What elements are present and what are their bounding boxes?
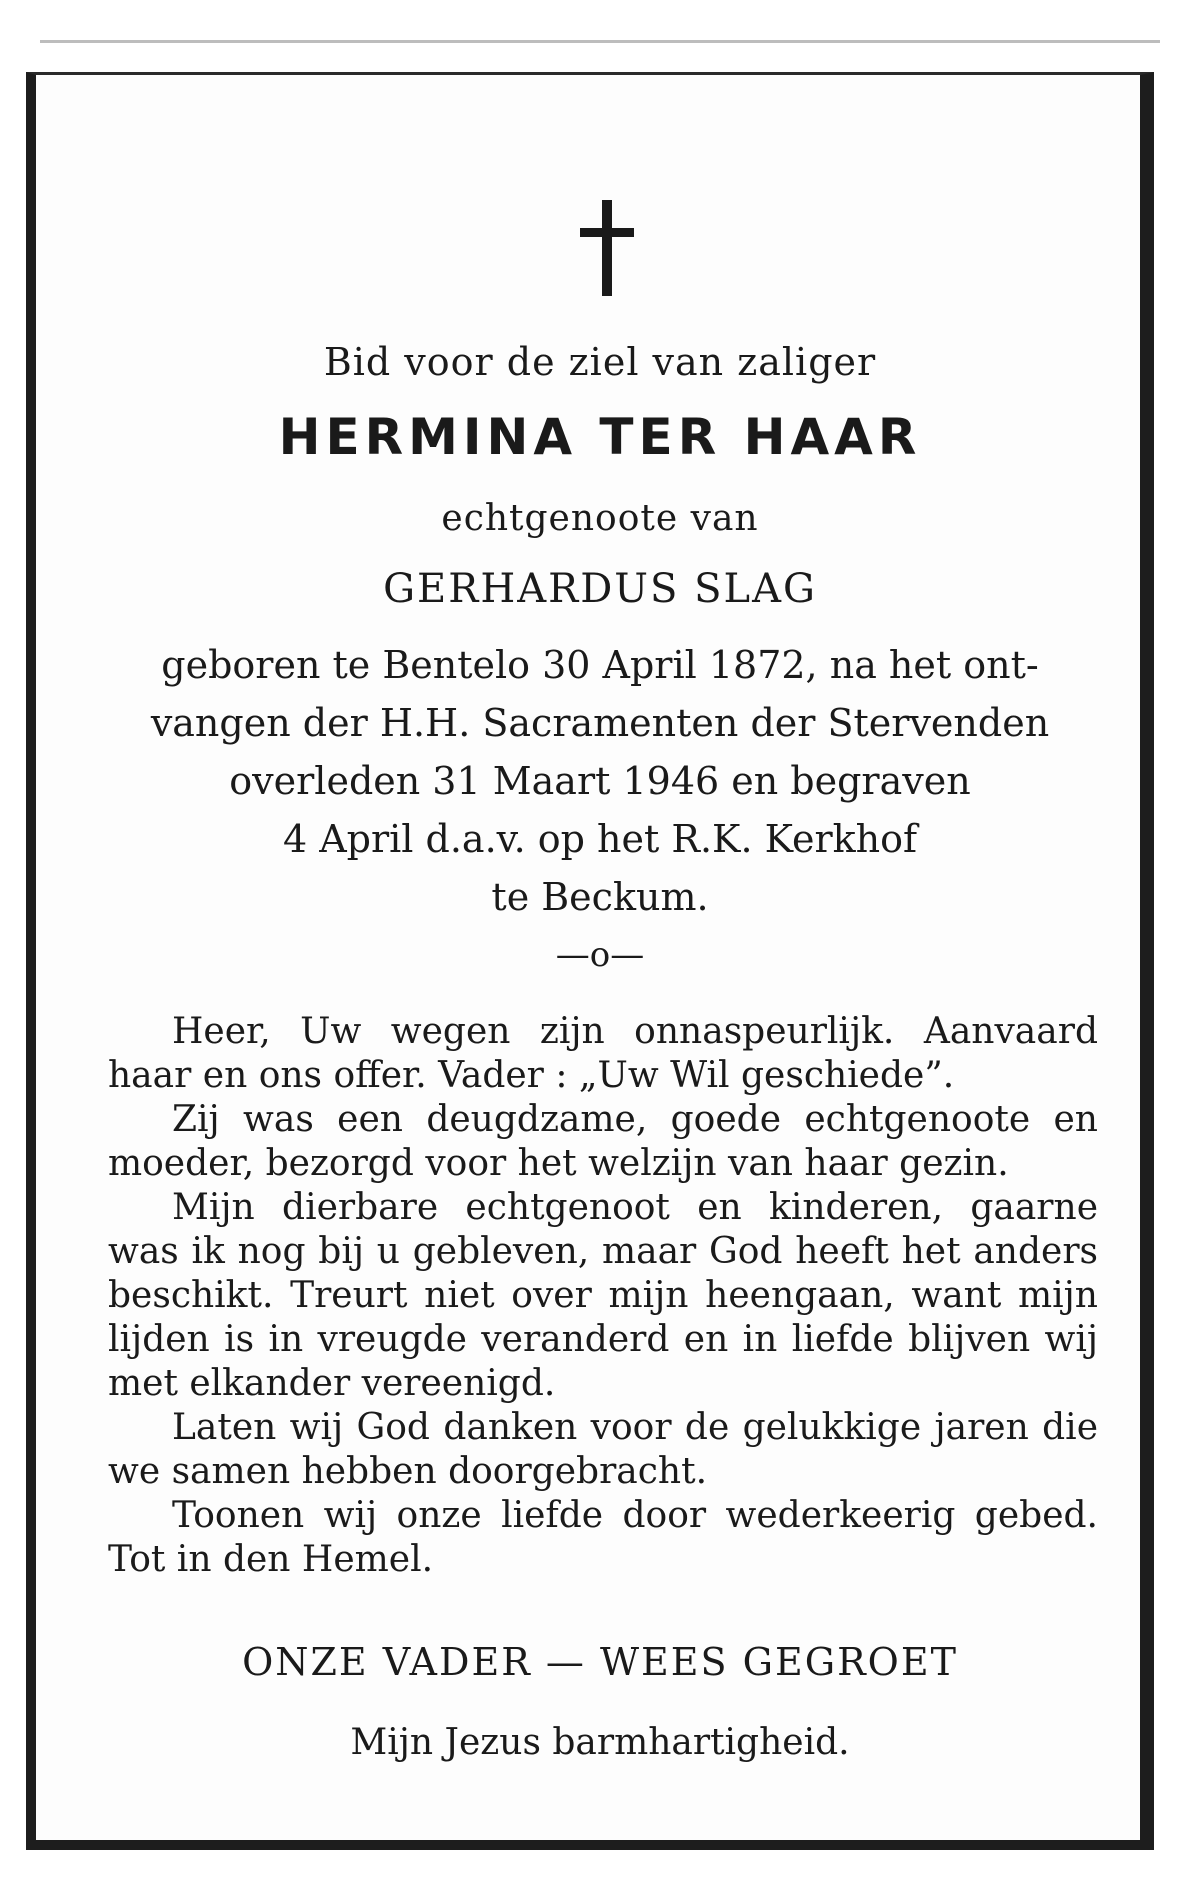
- paragraph: Heer, Uw wegen zijn onnaspeurlijk. Aanvaard haar en ons offer. Vader : „Uw Wil geschiede”.: [108, 1011, 1098, 1096]
- paragraph: Laten wij God danken voor de gelukkige jaren die we samen hebben doorgebracht.: [108, 1407, 1098, 1492]
- biography: [100, 636, 1100, 926]
- scan-edge: [40, 40, 1160, 43]
- deceased-name: HERMINA TER HAAR: [278, 408, 922, 466]
- memorial-text: [108, 1010, 1098, 1582]
- spouse-name: GERHARDUS SLAG: [383, 566, 817, 612]
- closing-prayer: ONZE VADER — WEES GEGROET: [242, 1640, 958, 1684]
- final-invocation: Mijn Jezus barmhartigheid.: [350, 1722, 850, 1763]
- prayer-intro: Bid voor de ziel van zaliger: [323, 340, 877, 384]
- paragraph: Mijn dierbare echtgenoot en kinderen, gaarne was ik nog bij u gebleven, maar God heeft het anders beschikt. Treurt niet over mijn heengaan, want mijn lijden is in vreugde veranderd en in liefde blijven wij met elkander vereenigd.: [108, 1187, 1098, 1404]
- bio-line: overleden 31 Maart 1946 en begraven: [229, 759, 971, 803]
- bio-line: vangen der H.H. Sacramenten der Stervenden: [150, 701, 1050, 745]
- bio-line: geboren te Bentelo 30 April 1872, na het ont-: [161, 643, 1039, 687]
- divider: —o—: [555, 935, 645, 975]
- spouse-label: echtgenoote van: [441, 498, 759, 539]
- bio-line: 4 April d.a.v. op het R.K. Kerkhof: [282, 817, 918, 861]
- paragraph: Zij was een deugdzame, goede echtgenoote en moeder, bezorgd voor het welzijn van haar gezin.: [108, 1099, 1098, 1184]
- bio-line: te Beckum.: [491, 875, 709, 919]
- cross-icon: [580, 200, 634, 296]
- paragraph: Toonen wij onze liefde door wederkeerig gebed. Tot in den Hemel.: [108, 1495, 1098, 1580]
